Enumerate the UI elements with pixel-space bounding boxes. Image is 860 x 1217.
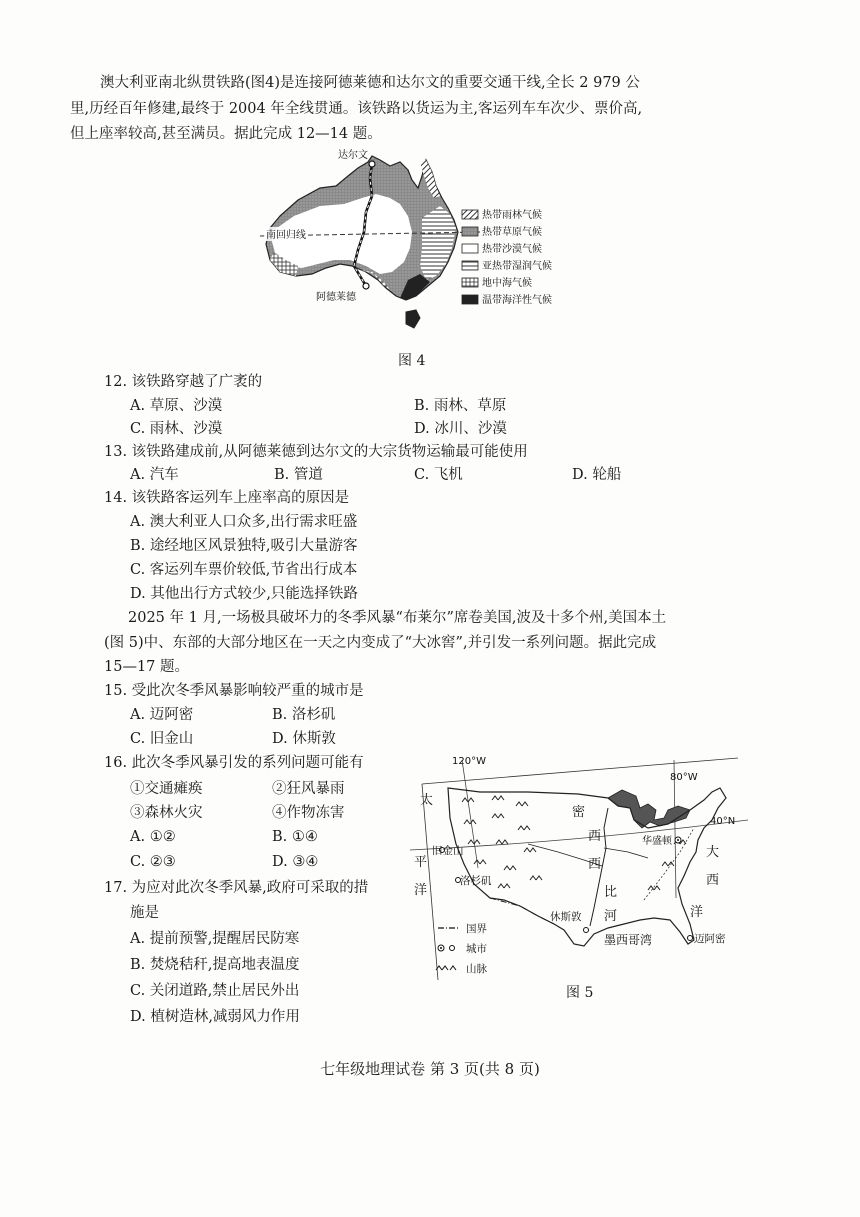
intro2-line1: 2025 年 1 月,一场极具破坏力的冬季风暴“布莱尔”席卷美国,波及十多个州,美国本土 xyxy=(128,610,667,626)
fig5-legend xyxy=(436,923,487,975)
intro1-line1: 澳大利亚南北纵贯铁路(图4)是连接阿德莱德和达尔文的重要交通干线,全长 2 979 公 xyxy=(100,75,640,91)
pacific-char-2: 平 xyxy=(414,855,428,870)
intro1-line3: 但上座率较高,甚至满员。据此完成 12—14 题。 xyxy=(70,126,382,142)
lon-120-label: 120°W xyxy=(452,756,486,767)
q17-stem-line2: 施是 xyxy=(130,905,159,921)
intro1-line2: 里,历经百年修建,最终于 2004 年全线贯通。该铁路以货运为主,客运列车车次少、票价高, xyxy=(70,101,643,117)
legend-mountain: 山脉 xyxy=(466,963,487,975)
atlantic-char-3: 洋 xyxy=(690,905,704,920)
q17-option-c: C. 关闭道路,禁止居民外出 xyxy=(130,983,300,999)
mississippi-char-2: 西 xyxy=(588,829,602,844)
q15-stem: 15. 受此次冬季风暴影响较严重的城市是 xyxy=(104,683,364,699)
figure-5-usa-map xyxy=(408,748,770,984)
q13-option-a: A. 汽车 xyxy=(130,467,179,483)
subtropical-region xyxy=(420,206,456,280)
q13-option-c: C. 飞机 xyxy=(414,467,463,483)
q16-item-2: ②狂风暴雨 xyxy=(272,781,345,797)
adelaide-label: 阿德莱德 xyxy=(316,292,356,303)
houston-label: 休斯敦 xyxy=(550,911,582,923)
atlantic-char-1: 大 xyxy=(706,845,720,860)
tasmania xyxy=(406,310,420,328)
q12-option-b: B. 雨林、草原 xyxy=(414,398,507,414)
figure-5-caption: 图 5 xyxy=(566,985,594,1001)
q13-option-d: D. 轮船 xyxy=(572,467,622,483)
q16-item-1: ①交通瘫痪 xyxy=(130,781,203,797)
sf-label: 旧金山 xyxy=(432,845,464,857)
lon-120-line xyxy=(462,760,478,868)
legend-subtropical: 亚热带湿润气候 xyxy=(482,261,552,272)
q17-option-b: B. 焚烧秸秆,提高地表温度 xyxy=(130,957,300,973)
legend-desert: 热带沙漠气候 xyxy=(482,244,542,255)
q13-stem: 13. 该铁路建成前,从阿德莱德到达尔文的大宗货物运输最可能使用 xyxy=(104,444,528,460)
q14-stem: 14. 该铁路客运列车上座率高的原因是 xyxy=(104,490,350,506)
legend-savanna: 热带草原气候 xyxy=(482,227,542,238)
q13-option-b: B. 管道 xyxy=(274,467,323,483)
figure-4-caption: 图 4 xyxy=(398,353,426,369)
q15-option-a: A. 迈阿密 xyxy=(130,707,194,723)
legend-mediterranean: 地中海气候 xyxy=(482,278,532,289)
q16-item-3: ③森林火灾 xyxy=(130,805,203,821)
q12-option-d: D. 冰川、沙漠 xyxy=(414,421,507,437)
legend-temperate-marine: 温带海洋性气候 xyxy=(482,295,552,306)
legend-city: 城市 xyxy=(466,943,487,955)
q16-option-c: C. ②③ xyxy=(130,854,176,870)
atlantic-char-2: 西 xyxy=(706,873,720,888)
q14-option-a: A. 澳大利亚人口众多,出行需求旺盛 xyxy=(130,514,358,530)
q17-stem-line1: 17. 为应对此次冬季风暴,政府可采取的措 xyxy=(104,880,369,896)
q12-option-a: A. 草原、沙漠 xyxy=(130,398,223,414)
q17-option-d: D. 植树造林,减弱风力作用 xyxy=(130,1009,300,1025)
fig4-legend xyxy=(462,208,552,306)
q16-option-d: D. ③④ xyxy=(272,854,319,870)
legend-border: 国界 xyxy=(466,923,487,935)
dc-label: 华盛顿 xyxy=(642,836,672,847)
pacific-char-3: 洋 xyxy=(414,883,428,898)
great-lakes xyxy=(608,790,690,828)
lon-80-label: 80°W xyxy=(670,772,698,783)
q15-option-d: D. 休斯敦 xyxy=(272,731,336,747)
q16-stem: 16. 此次冬季风暴引发的系列问题可能有 xyxy=(104,755,364,771)
figure-4-australia-map xyxy=(240,148,580,348)
tropic-label: 南回归线 xyxy=(266,230,306,241)
gulf-label: 墨西哥湾 xyxy=(604,933,653,947)
mississippi-char-3: 西 xyxy=(588,857,602,872)
pacific-char-1: 太 xyxy=(420,793,434,808)
legend-rainforest: 热带雨林气候 xyxy=(482,210,542,221)
mississippi-char-4: 比 xyxy=(604,885,618,900)
q16-option-b: B. ①④ xyxy=(272,829,318,845)
q16-option-a: A. ①② xyxy=(130,829,176,845)
q16-item-4: ④作物冻害 xyxy=(272,805,345,821)
intro2-line2: (图 5)中、东部的大部分地区在一天之内变成了“大冰窖”,并引发一系列问题。据此完成 xyxy=(104,635,657,651)
mississippi-char-1: 密 xyxy=(572,805,586,820)
mississippi-char-5: 河 xyxy=(604,909,618,924)
darwin-city-dot xyxy=(369,161,375,167)
intro2-line3: 15—17 题。 xyxy=(104,659,190,675)
adelaide-city-dot xyxy=(363,283,369,289)
lat-40-label: 40°N xyxy=(710,816,736,827)
darwin-label: 达尔文 xyxy=(338,150,368,161)
q15-option-c: C. 旧金山 xyxy=(130,731,194,747)
miami-label: 迈阿密 xyxy=(694,933,726,945)
q14-option-b: B. 途经地区风景独特,吸引大量游客 xyxy=(130,538,358,554)
q14-option-c: C. 客运列车票价较低,节省出行成本 xyxy=(130,562,358,578)
q12-stem: 12. 该铁路穿越了广袤的 xyxy=(104,374,263,390)
q17-option-a: A. 提前预警,提醒居民防寒 xyxy=(130,931,300,947)
q15-option-b: B. 洛杉矶 xyxy=(272,707,336,723)
q12-option-c: C. 雨林、沙漠 xyxy=(130,421,223,437)
page-footer: 七年级地理试卷 第 3 页(共 8 页) xyxy=(320,1060,540,1078)
la-label: 洛杉矶 xyxy=(460,875,492,887)
q14-option-d: D. 其他出行方式较少,只能选择铁路 xyxy=(130,586,358,602)
